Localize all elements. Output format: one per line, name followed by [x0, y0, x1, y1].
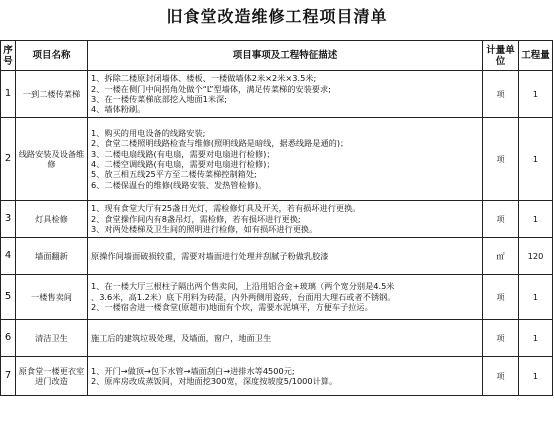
desc-line: 施工后的建筑垃圾处理，及墙面，窗户，地面卫生 — [91, 332, 272, 343]
row-qty: 1 — [519, 201, 553, 238]
row-name: 墙面翻新 — [16, 238, 88, 275]
row-name: 原食堂一楼更衣室进门改造 — [16, 357, 88, 396]
row-qty: 1 — [519, 357, 553, 396]
row-seq: 6 — [1, 320, 16, 357]
row-unit: 项 — [483, 118, 519, 201]
row-qty: 1 — [519, 71, 553, 118]
row-unit: 项 — [483, 357, 519, 396]
row-seq: 4 — [1, 238, 16, 275]
desc-line: 4、墙体粉刷。 — [91, 104, 146, 115]
desc-line: 3、对两处楼梯及卫生间的照明进行检修，如有损坏进行更换。 — [91, 224, 318, 235]
desc-line: 原操作间墙面破损较重，需要对墙面进行处理并刮腻子粉做乳胶漆 — [91, 250, 329, 261]
desc-line: 2、食堂二楼照明线路检查与维修(照明线路是暗线，据悉线路是通的)； — [91, 138, 349, 149]
table-row — [1, 71, 553, 118]
row-unit: 项 — [483, 320, 519, 357]
row-unit: 项 — [483, 275, 519, 320]
desc-line: 2、原库房改成蒸饭间，对地面挖300宽，深度按坡度5/1000计算。 — [91, 376, 338, 386]
desc-line: 1、开门→做顶→包下水管→墙面刮白→进排水等4500元; — [91, 365, 295, 376]
row-desc — [88, 201, 483, 238]
row-qty: 120 — [519, 238, 553, 275]
table-row — [1, 238, 553, 275]
header-qty: 工程量 — [519, 41, 553, 71]
row-desc — [88, 238, 483, 275]
row-name: 一到二楼传菜梯 — [16, 71, 88, 118]
table-row — [1, 118, 553, 201]
desc-line: 4、二楼空调线路(有电扇，需要对电扇进行检修)； — [91, 159, 275, 169]
page-title: 旧食堂改造维修工程项目清单 — [166, 7, 388, 26]
row-name: 线路安装及设备维修 — [16, 118, 88, 201]
header-seq: 序号 — [1, 41, 16, 71]
row-seq: 1 — [1, 71, 16, 118]
row-name: 灯具检修 — [16, 201, 88, 238]
row-name: 一楼售卖间 — [16, 275, 88, 320]
row-unit: 项 — [483, 201, 519, 238]
table-row — [1, 201, 553, 238]
row-unit: ㎡ — [483, 238, 519, 275]
row-desc — [88, 118, 483, 201]
desc-line: 、3.6米，高1.2米）底下用料为砖混，内外两侧用瓷砖，台面用大理石或者不锈钢。 — [91, 291, 396, 302]
row-unit: 项 — [483, 71, 519, 118]
desc-line: 3、二楼电扇线路(有电扇，需要对电扇进行检修)； — [91, 148, 275, 159]
desc-line: 1、在一楼大厅三根柱子隔出两个售卖间，上沿用铝合金+玻璃（两个宽分别是4.5米 — [91, 281, 395, 292]
row-seq: 2 — [1, 118, 16, 201]
table-header-row — [1, 41, 553, 71]
project-list-table — [0, 40, 553, 396]
desc-line: 5、放三相五线25平方至二楼传菜梯控制箱处; — [91, 169, 257, 180]
desc-line: 1、拆除二楼原封闭墙体、楼板、一楼做墙体2米×2米×3.5米; — [91, 73, 317, 84]
row-seq: 5 — [1, 275, 16, 320]
row-seq: 7 — [1, 357, 16, 396]
desc-line: 2、食堂操作间内有8盏吊灯，需检修，若有损坏进行更换; — [91, 213, 301, 224]
row-desc — [88, 71, 483, 118]
table-row — [1, 320, 553, 357]
desc-line: 3、在一楼传菜梯底部挖入地面1米深; — [91, 94, 227, 104]
row-qty: 1 — [519, 118, 553, 201]
row-qty: 1 — [519, 275, 553, 320]
header-name: 项目名称 — [16, 41, 88, 71]
table-row — [1, 275, 553, 320]
desc-line: 6、二楼保温台的维修(线路安装、发热管检修)。 — [91, 179, 267, 190]
desc-line: 2、一楼在侧门中间拐角处做个“L”型墙体，满足传菜梯的安装要求; — [91, 83, 331, 94]
desc-line: 1、现有食堂大厅有25盏日光灯，需检修灯具及开关，若有损坏进行更换。 — [91, 203, 361, 214]
row-desc — [88, 320, 483, 357]
desc-line: 1、购买的用电设备的线路安装; — [91, 127, 206, 138]
row-name: 清洁卫生 — [16, 320, 88, 357]
row-desc — [88, 275, 483, 320]
row-desc — [88, 357, 483, 396]
header-unit: 计量单位 — [483, 41, 519, 71]
row-seq: 3 — [1, 201, 16, 238]
table-row — [1, 357, 553, 396]
desc-line: 2、一楼宿舍进一楼食堂(原超市)地面有个坎，需要水泥填平，方便车子拉运。 — [91, 302, 373, 313]
row-qty: 1 — [519, 320, 553, 357]
header-desc: 项目事项及工程特征描述 — [88, 41, 483, 71]
